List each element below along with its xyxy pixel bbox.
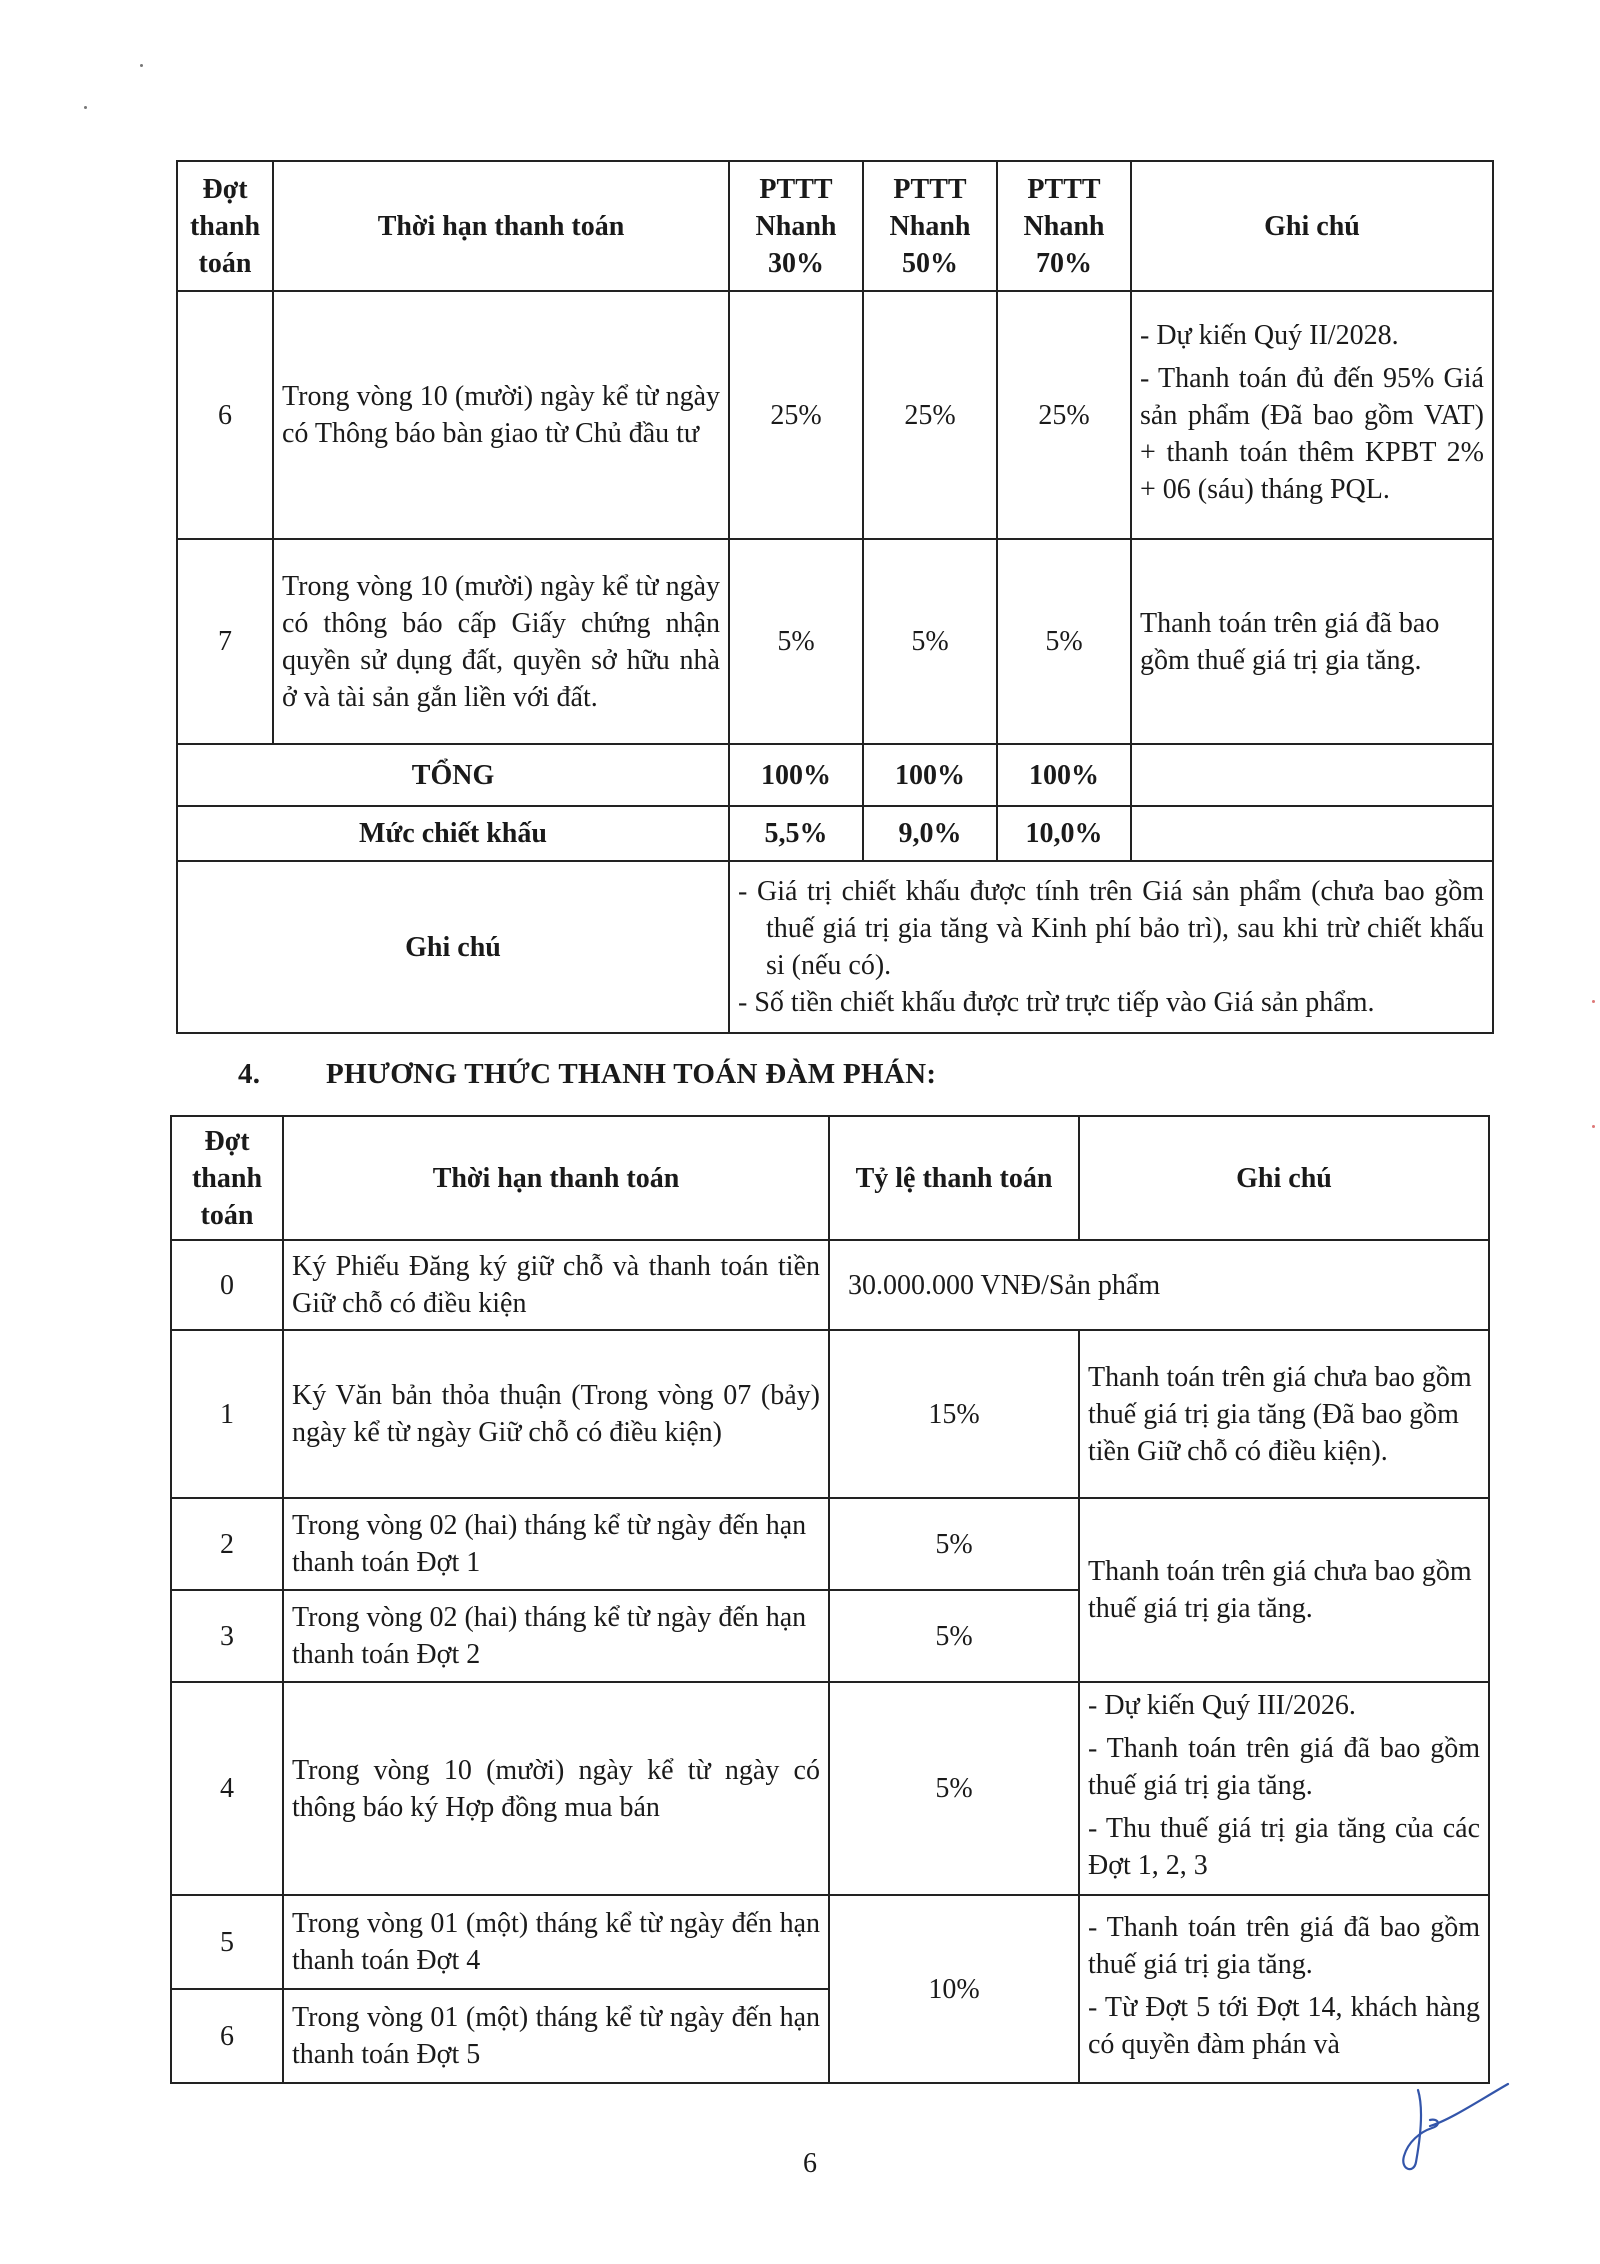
total-p30: 100% — [729, 744, 863, 806]
discount-p30: 5,5% — [729, 806, 863, 861]
footer-note-item: - Giá trị chiết khấu được tính trên Giá sản phẩm (chưa bao gồm thuế giá trị gia tăng và Kinh phí bảo trì), sau khi trừ chiết khấu si (nếu có). — [738, 876, 1484, 981]
thoi-han-cell: Trong vòng 10 (mười) ngày kể từ ngày có Thông báo bàn giao từ Chủ đầu tư — [273, 291, 729, 539]
thoi-han-cell: Trong vòng 02 (hai) tháng kể từ ngày đến hạn thanh toán Đợt 1 — [283, 1498, 829, 1590]
signature-icon — [1390, 2070, 1510, 2180]
note-line: - Thu thuế giá trị gia tăng của các Đợt 1, 2, 3 — [1088, 1813, 1480, 1881]
note-line: - Thanh toán trên giá đã bao gồm thuế giá trị gia tăng. — [1088, 1912, 1480, 1980]
ghi-chu-cell: Thanh toán trên giá chưa bao gồm thuế giá trị gia tăng. — [1079, 1498, 1489, 1682]
note-line: - Thanh toán trên giá đã bao gồm thuế giá trị gia tăng. — [1088, 1733, 1480, 1801]
thoi-han-cell: Trong vòng 01 (một) tháng kể từ ngày đến hạn thanh toán Đợt 4 — [283, 1895, 829, 1989]
ghi-chu-cell: Thanh toán trên giá chưa bao gồm thuế giá trị gia tăng (Đã bao gồm tiền Giữ chỗ có điều kiện). — [1079, 1330, 1489, 1498]
scan-speck — [1592, 1000, 1595, 1003]
ghi-chu-cell — [1079, 1895, 1489, 2083]
footer-note-row — [177, 861, 1493, 1033]
note-line: - Thanh toán đủ đến 95% Giá sản phẩm (Đã bao gồm VAT) + thanh toán thêm KPBT 2% + 06 (sáu) tháng PQL. — [1140, 362, 1484, 505]
thoi-han-cell: Ký Văn bản thỏa thuận (Trong vòng 07 (bảy) ngày kể từ ngày Giữ chỗ có điều kiện) — [283, 1330, 829, 1498]
header-dot: Đợt thanh toán — [177, 161, 273, 291]
table-row — [171, 1682, 1489, 1895]
header-ty-le: Tỷ lệ thanh toán — [829, 1116, 1079, 1240]
discount-p50: 9,0% — [863, 806, 997, 861]
p30-cell: 5% — [729, 539, 863, 744]
dot-cell: 3 — [171, 1590, 283, 1682]
total-ghi-chu — [1131, 744, 1493, 806]
ty-le-cell: 5% — [829, 1682, 1079, 1895]
ty-le-cell: 30.000.000 VNĐ/Sản phẩm — [829, 1240, 1489, 1330]
table-row — [171, 1240, 1489, 1330]
ty-le-cell: 15% — [829, 1330, 1079, 1498]
payment-schedule-table-negotiated — [170, 1115, 1490, 2084]
p50-cell: 25% — [863, 291, 997, 539]
payment-schedule-table-fast — [176, 160, 1494, 1034]
note-line: - Từ Đợt 5 tới Đợt 14, khách hàng có quyền đàm phán và — [1088, 1992, 1480, 2060]
header-ghi-chu: Ghi chú — [1131, 161, 1493, 291]
dot-cell: 4 — [171, 1682, 283, 1895]
header-pttt-70: PTTT Nhanh 70% — [997, 161, 1131, 291]
header-ghi-chu: Ghi chú — [1079, 1116, 1489, 1240]
footer-note-content — [729, 861, 1493, 1033]
table-row — [171, 1498, 1489, 1590]
ty-le-cell: 5% — [829, 1498, 1079, 1590]
table-row — [177, 291, 1493, 539]
footer-note-item: - Số tiền chiết khấu được trừ trực tiếp vào Giá sản phẩm. — [738, 987, 1375, 1018]
p30-cell: 25% — [729, 291, 863, 539]
header-thoi-han: Thời hạn thanh toán — [283, 1116, 829, 1240]
page-number: 6 — [803, 2148, 817, 2179]
discount-p70: 10,0% — [997, 806, 1131, 861]
total-p70: 100% — [997, 744, 1131, 806]
note-line: - Dự kiến Quý III/2026. — [1088, 1690, 1356, 1721]
thoi-han-cell: Trong vòng 10 (mười) ngày kể từ ngày có thông báo cấp Giấy chứng nhận quyền sử dụng đất, quyền sở hữu nhà ở và tài sản gắn liền với đất. — [273, 539, 729, 744]
section-heading — [238, 1058, 936, 1091]
total-row — [177, 744, 1493, 806]
table-row — [171, 1330, 1489, 1498]
ty-le-cell: 10% — [829, 1895, 1079, 2083]
table-header-row — [177, 161, 1493, 291]
table-row — [171, 1895, 1489, 1989]
scan-speck — [140, 64, 143, 67]
signature-mark — [1390, 2070, 1510, 2188]
thoi-han-cell: Trong vòng 10 (mười) ngày kể từ ngày có thông báo ký Hợp đồng mua bán — [283, 1682, 829, 1895]
header-dot: Đợt thanh toán — [171, 1116, 283, 1240]
p50-cell: 5% — [863, 539, 997, 744]
section-number: 4. — [238, 1058, 261, 1090]
discount-row — [177, 806, 1493, 861]
scan-speck — [1592, 1125, 1595, 1128]
p70-cell: 25% — [997, 291, 1131, 539]
discount-ghi-chu — [1131, 806, 1493, 861]
header-pttt-30: PTTT Nhanh 30% — [729, 161, 863, 291]
dot-cell: 6 — [177, 291, 273, 539]
dot-cell: 6 — [171, 1989, 283, 2083]
thoi-han-cell: Trong vòng 01 (một) tháng kể từ ngày đến hạn thanh toán Đợt 5 — [283, 1989, 829, 2083]
dot-cell: 5 — [171, 1895, 283, 1989]
scan-speck — [84, 106, 87, 109]
dot-cell: 0 — [171, 1240, 283, 1330]
header-thoi-han: Thời hạn thanh toán — [273, 161, 729, 291]
ty-le-cell: 5% — [829, 1590, 1079, 1682]
total-p50: 100% — [863, 744, 997, 806]
dot-cell: 1 — [171, 1330, 283, 1498]
section-title: PHƯƠNG THỨC THANH TOÁN ĐÀM PHÁN: — [326, 1058, 937, 1090]
thoi-han-cell: Ký Phiếu Đăng ký giữ chỗ và thanh toán tiền Giữ chỗ có điều kiện — [283, 1240, 829, 1330]
header-pttt-50: PTTT Nhanh 50% — [863, 161, 997, 291]
p70-cell: 5% — [997, 539, 1131, 744]
thoi-han-cell: Trong vòng 02 (hai) tháng kể từ ngày đến hạn thanh toán Đợt 2 — [283, 1590, 829, 1682]
ghi-chu-cell: Thanh toán trên giá đã bao gồm thuế giá trị gia tăng. — [1131, 539, 1493, 744]
note-line: - Dự kiến Quý II/2028. — [1140, 319, 1399, 351]
dot-cell: 2 — [171, 1498, 283, 1590]
table-header-row — [171, 1116, 1489, 1240]
dot-cell: 7 — [177, 539, 273, 744]
discount-label: Mức chiết khấu — [177, 806, 729, 861]
ghi-chu-cell — [1079, 1682, 1489, 1895]
table-row — [177, 539, 1493, 744]
ghi-chu-cell — [1131, 291, 1493, 539]
footer-note-label: Ghi chú — [177, 861, 729, 1033]
total-label: TỔNG — [177, 744, 729, 806]
